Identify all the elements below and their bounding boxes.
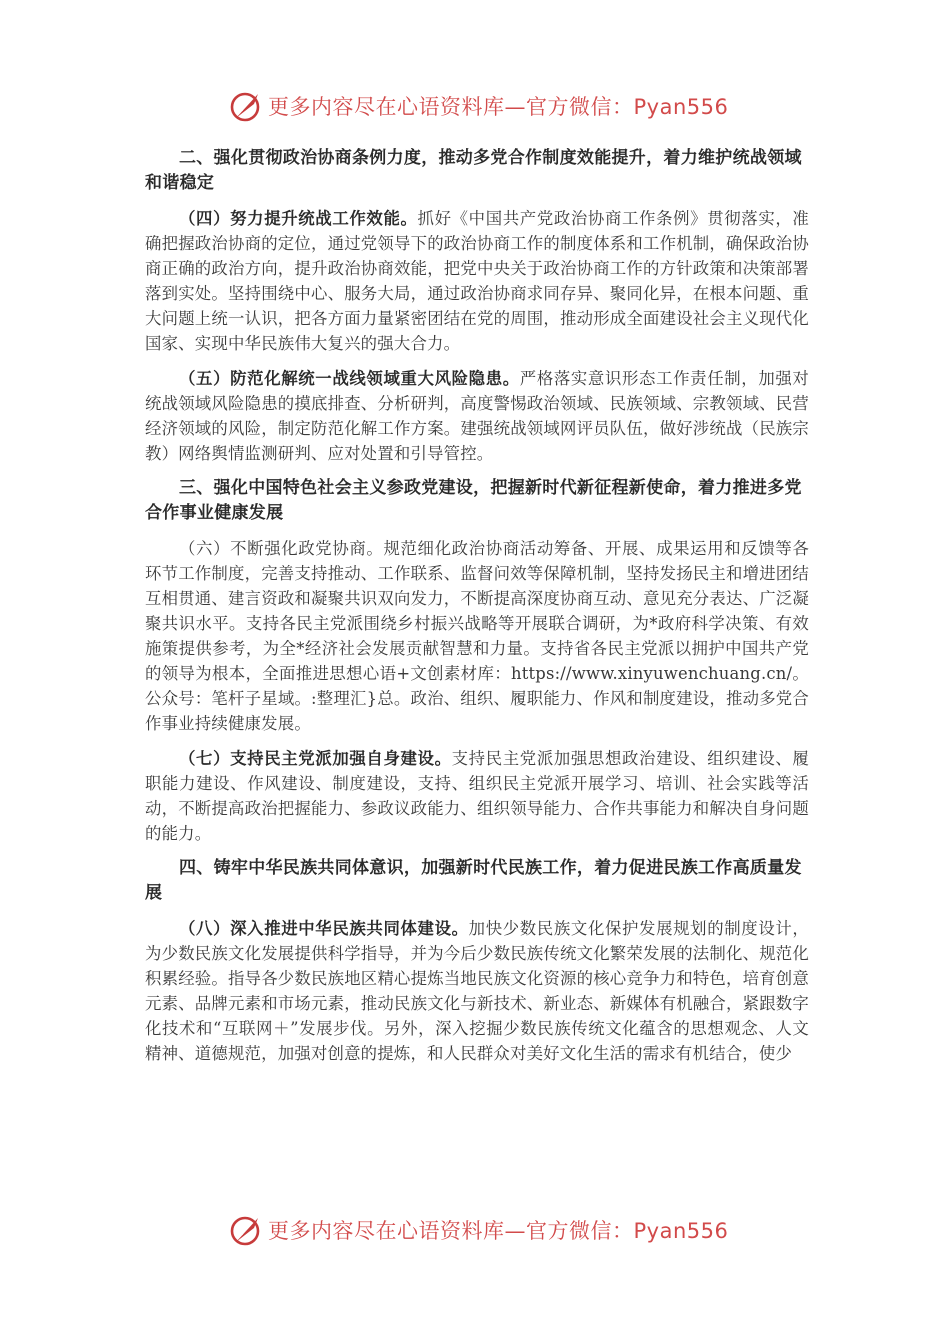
quill-logo-icon: [228, 1212, 264, 1248]
paragraph-7: [145, 746, 809, 846]
paragraph-lead: （七）支持民主党派加强自身建设。: [179, 749, 452, 768]
paragraph-text: 抓好《中国共产党政治协商工作条例》贯彻落实，准确把握政治协商的定位，通过党领导下的政治协商工作的制度体系和工作机制，确保政治协商正确的政治方向，提升政治协商效能，把党中央关于政治协商工作的方针政策和决策部署落到实处。坚持围绕中心、服务大局，通过政治协商求同存异、聚同化异，在根本问题、重大问题上统一认识，把各方面力量紧密团结在党的周围，推动形成全面建设社会主义现代化国家、实现中华民族伟大复兴的强大合力。: [145, 209, 809, 353]
paragraph-5: [145, 366, 809, 466]
paragraph-lead: （四）努力提升统战工作效能。: [179, 209, 418, 228]
header-watermark: [228, 86, 728, 126]
paragraph-4: [145, 206, 809, 356]
paragraph-text: （六）不断强化政党协商。规范细化政治协商活动筹备、开展、成果运用和反馈等各环节工作制度，完善支持推动、工作联系、监督问效等保障机制，坚持发扬民主和增进团结互相贯通、建言资政和凝聚共识双向发力，不断提高深度协商互动、意见充分表达、广泛凝聚共识水平。支持各民主党派围绕乡村振兴战略等开展联合调研，为*政府科学决策、有效施策提供参考，为全*经济社会发展贡献智慧和力量。支持省各民主党派以拥护中国共产党的领导为根本，全面推进思想心语+文创素材库：https://www.xinyuwenchuang.cn/。公众号：笔杆子星域。:整理汇}总。政治、组织、履职能力、作风和制度建设，推动多党合作事业持续健康发展。: [145, 539, 809, 733]
section-heading-2: 二、强化贯彻政治协商条例力度，推动多党合作制度效能提升，着力维护统战领域和谐稳定: [145, 148, 802, 193]
paragraph-text: 严格落实意识形态工作责任制，加强对统战领域风险隐患的摸底排查、分析研判，高度警惕政治领域、民族领域、宗教领域、民营经济领域的风险，制定防范化解工作方案。建强统战领域网评员队伍，做好涉统战（民族宗教）网络舆情监测研判、应对处置和引导管控。: [145, 369, 809, 463]
paragraph-lead: （五）防范化解统一战线领域重大风险隐患。: [179, 369, 520, 388]
section-heading-3: 三、强化中国特色社会主义参政党建设，把握新时代新征程新使命，着力推进多党合作事业健康发展: [145, 478, 802, 523]
paragraph-lead: （八）深入推进中华民族共同体建设。: [179, 919, 469, 938]
watermark-text: 更多内容尽在心语资料库—官方微信：Pyan556: [268, 95, 729, 119]
watermark-text: 更多内容尽在心语资料库—官方微信：Pyan556: [268, 1219, 729, 1243]
section-heading-4: 四、铸牢中华民族共同体意识，加强新时代民族工作，着力促进民族工作高质量发展: [145, 858, 802, 903]
paragraph-6: [145, 536, 809, 736]
quill-logo-icon: [228, 88, 264, 124]
paragraph-text: 加快少数民族文化保护发展规划的制度设计，为少数民族文化发展提供科学指导，并为今后少数民族传统文化繁荣发展的法制化、规范化积累经验。指导各少数民族地区精心提炼当地民族文化资源的核心竞争力和特色，培育创意元素、品牌元素和市场元素，推动民族文化与新技术、新业态、新媒体有机融合，紧跟数字化技术和“互联网＋”发展步伐。另外，深入挖掘少数民族传统文化蕴含的思想观念、人文精神、道德规范，加强对创意的提炼，和人民群众对美好文化生活的需求有机结合，使少: [145, 919, 810, 1063]
document-body: [145, 146, 809, 1076]
paragraph-8: [145, 916, 809, 1066]
paragraph-text: 支持民主党派加强思想政治建设、组织建设、履职能力建设、作风建设、制度建设，支持、组织民主党派开展学习、培训、社会实践等活动，不断提高政治把握能力、参政议政能力、组织领导能力、合作共事能力和解决自身问题的能力。: [145, 749, 809, 843]
footer-watermark: [228, 1210, 728, 1250]
